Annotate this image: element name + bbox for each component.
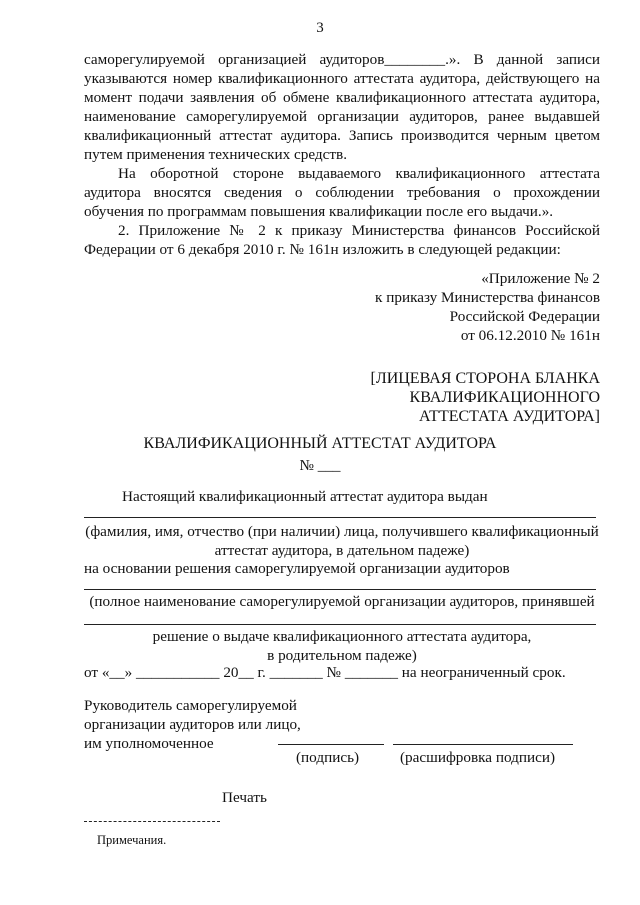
appendix-line-1: «Приложение № 2 [481,270,600,287]
page-number: 3 [316,20,324,36]
appendix-line-2: к приказу Министерства финансов [375,289,600,306]
form-title: КВАЛИФИКАЦИОННЫЙ АТТЕСТАТ АУДИТОРА [143,435,497,452]
appendix-line-4: от 06.12.2010 № 161н [460,327,600,344]
head-line-1: Руководитель саморегулируемой [84,697,297,714]
blank-side-line-2: КВАЛИФИКАЦИОННОГО [409,389,600,406]
issued-to-text: Настоящий квалификационный аттестат аудитора выдан [122,488,488,505]
blank-side-line-3: АТТЕСТАТА АУДИТОРА] [419,408,600,425]
blank-side-label [371,369,600,426]
head-line-3: им уполномоченное [84,735,214,752]
appendix-line-3: Российской Федерации [449,308,600,325]
paragraph-2: На оборотной стороне выдаваемого квалификационного аттестата аудитора вносятся сведения о соблюдении требования о прохождении обучения по программам повышения квалификации после его выдачи.». [84,165,600,220]
name-hint-2: аттестат аудитора, в дательном падеже) [214,542,470,559]
paragraph-1: саморегулируемой организацией аудиторов________.». В данной записи указываются номер квалификационного аттестата аудитора, действующего на момент подачи заявления об обмене квалификационного аттестата аудитора, наименование саморегулируемой организации аудиторов, ранее выдавшей квалификационный аттестат аудитора. Запись производится черным цветом путем применения технических средств. [84,51,600,163]
blank-side-line-1: [ЛИЦЕВАЯ СТОРОНА БЛАНКА [370,370,600,387]
org-hint-3: в родительном падеже) [267,647,417,664]
signature-decode-label: (расшифровка подписи) [400,749,556,766]
date-line: от «__» ___________ 20__ г. _______ № _______ на неограниченный срок. [84,664,566,681]
name-hint-1: (фамилия, имя, отчество (при наличии) лица, получившего квалификационный [85,523,599,540]
signature-label: (подпись) [296,749,360,766]
basis-text: на основании решения саморегулируемой организации аудиторов [84,560,510,577]
signature-blank [278,744,384,745]
org-blank-line-2 [84,624,596,625]
footnote-separator [84,821,220,822]
form-number: № ___ [299,457,341,474]
name-blank-line [84,517,596,518]
head-line-2: организации аудиторов или лицо, [84,716,301,733]
seal-label: Печать [222,789,267,806]
appendix-reference [375,269,600,345]
org-blank-line-1 [84,589,596,590]
footnote-label: Примечания. [97,833,167,847]
org-hint-2: решение о выдаче квалификационного аттестата аудитора, [152,628,532,645]
org-hint-1: (полное наименование саморегулируемой организации аудиторов, принявшей [89,593,595,610]
paragraph-3: 2. Приложение № 2 к приказу Министерства финансов Российской Федерации от 6 декабря 2010 г. № 161н изложить в следующей редакции: [84,222,600,258]
signature-decode-blank [393,744,573,745]
